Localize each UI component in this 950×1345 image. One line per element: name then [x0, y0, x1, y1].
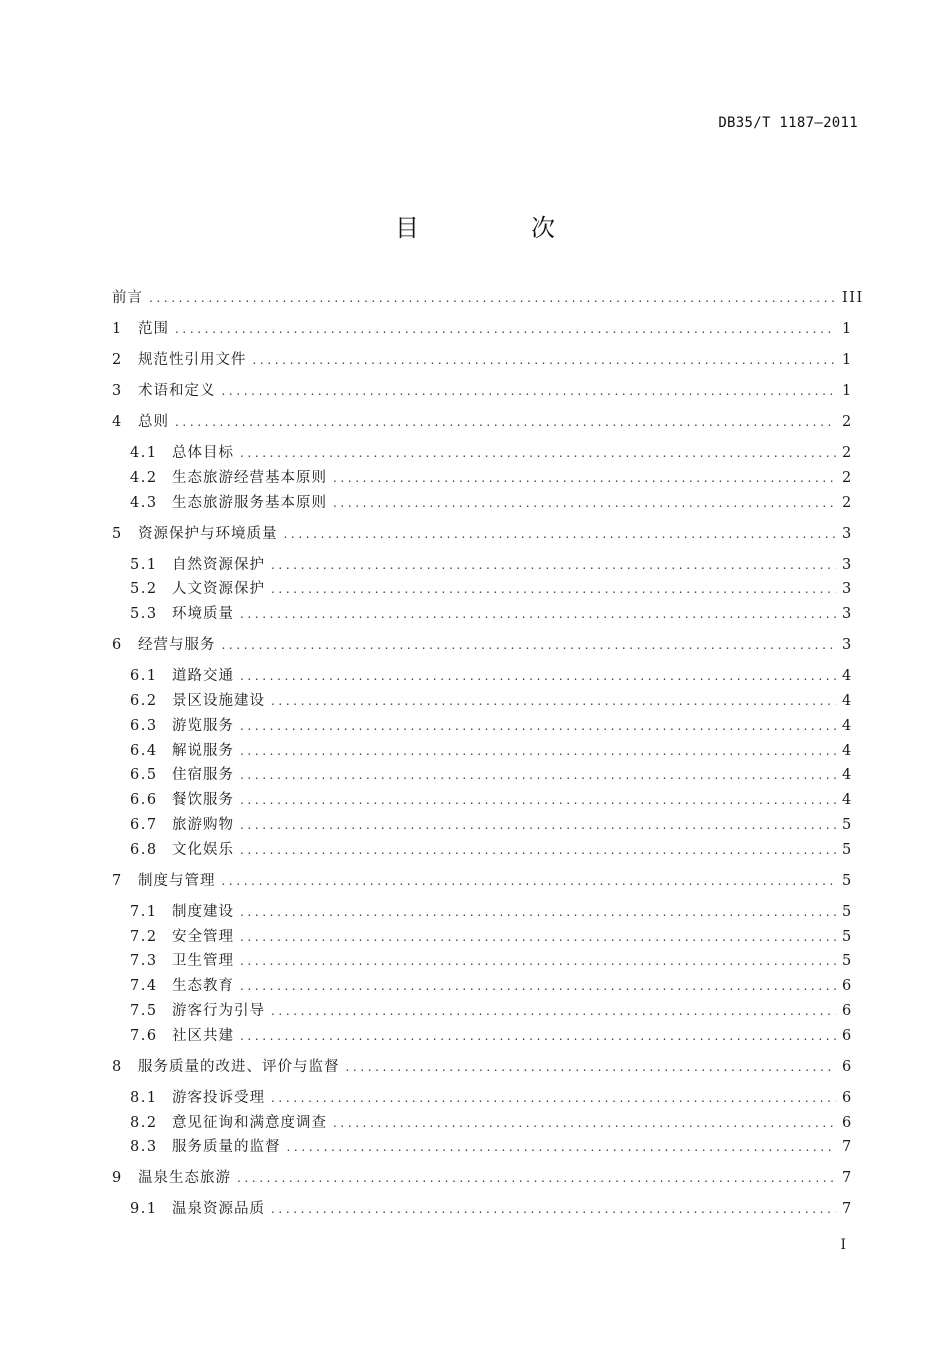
toc-entry[interactable] — [112, 318, 852, 340]
toc-dot-leader — [240, 764, 836, 786]
toc-entry[interactable] — [130, 554, 852, 576]
toc-entry-page: 7 — [842, 1170, 853, 1187]
toc-entry[interactable] — [130, 1112, 852, 1134]
toc-entry-number: 9 — [112, 1170, 123, 1187]
toc-title: 目 次 — [395, 214, 599, 242]
toc-dot-leader — [149, 287, 836, 309]
toc-entry-page: 1 — [842, 321, 853, 337]
toc-entry-number: 7.1 — [130, 903, 158, 920]
toc-entry-title: 游客行为引导 — [172, 1003, 265, 1019]
toc-entry-number: 4.3 — [130, 494, 158, 511]
toc-entry-page: 6 — [842, 1089, 853, 1106]
toc-dot-leader — [222, 870, 837, 892]
toc-entry-title: 意见征询和满意度调查 — [172, 1114, 327, 1131]
toc-entry-page: 6 — [842, 1027, 853, 1044]
toc-entry[interactable] — [130, 814, 852, 836]
toc-entry[interactable] — [130, 789, 852, 811]
toc-entry-page: 5 — [842, 903, 853, 920]
toc-entry-number: 1 — [112, 321, 123, 337]
toc-entry-title: 文化娱乐 — [172, 841, 234, 858]
page-number: I — [840, 1237, 846, 1253]
toc-entry[interactable] — [112, 1056, 852, 1078]
toc-dot-leader — [237, 1167, 836, 1189]
toc-dot-leader — [240, 789, 836, 811]
toc-entry-title: 制度与管理 — [138, 872, 216, 889]
toc-entry-page: 5 — [842, 953, 853, 970]
toc-entry-page: 1 — [842, 383, 853, 399]
toc-entry-number: 7.6 — [130, 1027, 158, 1044]
toc-entry-page: 4 — [842, 792, 853, 809]
toc-entry-number: 4 — [112, 414, 123, 430]
toc-entry[interactable] — [112, 523, 852, 545]
toc-entry-title: 游览服务 — [172, 717, 234, 734]
toc-entry[interactable] — [130, 578, 852, 600]
toc-entry-title: 范围 — [138, 321, 169, 337]
toc-entry-page: 5 — [842, 841, 853, 858]
toc-entry[interactable] — [130, 839, 852, 861]
toc-entry-page: 4 — [842, 668, 853, 685]
toc-entry-page: 6 — [842, 1058, 853, 1075]
toc-entry-page: 4 — [842, 767, 853, 784]
toc-entry[interactable] — [130, 950, 852, 972]
toc-dot-leader — [240, 1025, 836, 1047]
toc-entry-title: 总体目标 — [172, 445, 234, 461]
toc-dot-leader — [240, 603, 836, 625]
toc-entry-number: 6.5 — [130, 767, 158, 784]
toc-entry[interactable] — [130, 1198, 852, 1220]
toc-entry-page: III — [842, 290, 864, 306]
toc-entry-number: 6.2 — [130, 693, 158, 709]
toc-entry-number: 9.1 — [130, 1201, 158, 1218]
toc-dot-leader — [222, 380, 837, 402]
toc-dot-leader — [271, 690, 836, 712]
toc-dot-leader — [240, 926, 836, 948]
toc-dot-leader — [271, 1087, 836, 1109]
toc-entry-title: 解说服务 — [172, 742, 234, 759]
toc-entry[interactable] — [112, 380, 852, 402]
toc-entry-title: 旅游购物 — [172, 817, 234, 833]
toc-dot-leader — [175, 411, 836, 433]
toc-dot-leader — [240, 665, 836, 687]
toc-dot-leader — [240, 740, 836, 762]
toc-dot-leader — [271, 578, 836, 600]
document-code: DB35/T 1187—2011 — [718, 115, 858, 131]
toc-entry[interactable] — [130, 1000, 852, 1022]
toc-entry[interactable] — [130, 975, 852, 997]
toc-entry[interactable] — [130, 740, 852, 762]
toc-dot-leader — [240, 442, 836, 464]
toc-entry-number: 8 — [112, 1058, 123, 1075]
toc-dot-leader — [240, 950, 836, 972]
toc-entry-page: 4 — [842, 693, 853, 709]
toc-entry[interactable] — [112, 411, 852, 433]
toc-entry-number: 2 — [112, 352, 123, 368]
toc-entry-page: 7 — [842, 1139, 853, 1156]
toc-entry-title: 环境质量 — [172, 606, 234, 623]
toc-entry-number: 7.3 — [130, 953, 158, 970]
toc-entry-page: 1 — [842, 352, 853, 368]
toc-dot-leader — [253, 349, 837, 371]
toc-entry[interactable] — [130, 665, 852, 687]
toc-entry-page: 3 — [842, 581, 853, 598]
toc-dot-leader — [287, 1136, 837, 1158]
toc-entry-page: 3 — [842, 525, 853, 542]
toc-entry-title: 规范性引用文件 — [138, 352, 247, 368]
toc-entry[interactable] — [112, 287, 864, 309]
toc-entry-title: 制度建设 — [172, 903, 234, 920]
toc-entry-page: 5 — [842, 928, 853, 945]
toc-entry-number: 4.1 — [130, 445, 158, 461]
toc-entry-page: 3 — [842, 637, 853, 654]
toc-entry[interactable] — [130, 492, 852, 514]
toc-entry-number: 6 — [112, 637, 123, 654]
toc-entry-title: 卫生管理 — [172, 953, 234, 970]
toc-entry-page: 6 — [842, 1003, 853, 1019]
toc-dot-leader — [333, 1112, 836, 1134]
toc-entry-number: 6.8 — [130, 841, 158, 858]
toc-dot-leader — [271, 1198, 836, 1220]
toc-entry-number: 6.6 — [130, 792, 158, 809]
toc-entry-page: 6 — [842, 1114, 853, 1131]
toc-entry-number: 5.3 — [130, 606, 158, 623]
toc-entry-page: 3 — [842, 606, 853, 623]
toc-entry-page: 2 — [842, 445, 853, 461]
toc-entry-title: 自然资源保护 — [172, 556, 265, 573]
toc-entry[interactable] — [130, 715, 852, 737]
toc-dot-leader — [240, 814, 836, 836]
toc-entry[interactable] — [130, 1087, 852, 1109]
toc-entry-number: 7.2 — [130, 928, 158, 945]
toc-entry-title: 社区共建 — [172, 1027, 234, 1044]
toc-entry-number: 8.3 — [130, 1139, 158, 1156]
toc-dot-leader — [333, 492, 836, 514]
toc-dot-leader — [240, 715, 836, 737]
toc-entry-title: 温泉资源品质 — [172, 1201, 265, 1218]
toc-entry-number: 6.4 — [130, 742, 158, 759]
toc-entry-page: 2 — [842, 469, 853, 486]
toc-dot-leader — [333, 467, 836, 489]
toc-entry-title: 温泉生态旅游 — [138, 1170, 231, 1187]
toc-entry-title: 餐饮服务 — [172, 792, 234, 809]
toc-dot-leader — [271, 554, 836, 576]
toc-entry[interactable] — [130, 603, 852, 625]
toc-dot-leader — [284, 523, 837, 545]
toc-entry-number: 5 — [112, 525, 123, 542]
toc-entry[interactable] — [130, 690, 852, 712]
toc-entry-number: 3 — [112, 383, 123, 399]
toc-entry-number: 6.7 — [130, 817, 158, 833]
toc-entry[interactable] — [112, 870, 852, 892]
toc-entry-number: 4.2 — [130, 469, 158, 486]
toc-entry[interactable] — [130, 926, 852, 948]
toc-entry[interactable] — [130, 901, 852, 923]
toc-entry-page: 4 — [842, 717, 853, 734]
toc-dot-leader — [175, 318, 836, 340]
toc-entry[interactable] — [112, 349, 852, 371]
toc-entry-title: 总则 — [138, 414, 169, 430]
toc-entry[interactable] — [130, 1136, 852, 1158]
toc-entry-number: 7.4 — [130, 978, 158, 995]
toc-entry-page: 3 — [842, 556, 853, 573]
toc-entry-title: 资源保护与环境质量 — [138, 525, 278, 542]
toc-dot-leader — [271, 1000, 836, 1022]
toc-entry-number: 5.2 — [130, 581, 158, 598]
toc-entry-number: 7 — [112, 872, 123, 889]
toc-entry[interactable] — [112, 1167, 852, 1189]
toc-entry[interactable] — [112, 634, 852, 656]
toc-entry[interactable] — [130, 764, 852, 786]
toc-entry-title: 前言 — [112, 290, 143, 306]
toc-dot-leader — [240, 901, 836, 923]
toc-entry[interactable] — [130, 1025, 852, 1047]
toc-dot-leader — [240, 839, 836, 861]
toc-entry-page: 2 — [842, 494, 853, 511]
toc-entry-title: 道路交通 — [172, 668, 234, 685]
toc-entry-number: 6.1 — [130, 668, 158, 685]
toc-entry[interactable] — [130, 467, 852, 489]
toc-entry-page: 6 — [842, 978, 853, 995]
toc-entry-title: 游客投诉受理 — [172, 1089, 265, 1106]
toc-entry-number: 5.1 — [130, 556, 158, 573]
toc-entry-title: 服务质量的改进、评价与监督 — [138, 1058, 340, 1075]
toc-entry-page: 4 — [842, 742, 853, 759]
toc-entry-title: 术语和定义 — [138, 383, 216, 399]
toc-dot-leader — [346, 1056, 837, 1078]
toc-entry-title: 生态旅游服务基本原则 — [172, 494, 327, 511]
toc-dot-leader — [222, 634, 837, 656]
toc-entry-number: 8.2 — [130, 1114, 158, 1131]
toc-dot-leader — [240, 975, 836, 997]
toc-entry-number: 7.5 — [130, 1003, 158, 1019]
toc-entry-page: 2 — [842, 414, 853, 430]
toc-entry-number: 8.1 — [130, 1089, 158, 1106]
toc-entry-title: 生态旅游经营基本原则 — [172, 469, 327, 486]
toc-entry-title: 住宿服务 — [172, 767, 234, 784]
toc-entry-page: 7 — [842, 1201, 853, 1218]
toc-entry-title: 人文资源保护 — [172, 581, 265, 598]
toc-entry[interactable] — [130, 442, 852, 464]
toc-entry-title: 服务质量的监督 — [172, 1139, 281, 1156]
toc-entry-title: 生态教育 — [172, 978, 234, 995]
toc-entry-title: 安全管理 — [172, 928, 234, 945]
toc-entry-number: 6.3 — [130, 717, 158, 734]
toc-entry-title: 景区设施建设 — [172, 693, 265, 709]
toc-entry-page: 5 — [842, 872, 853, 889]
toc-entry-page: 5 — [842, 817, 853, 833]
toc-entry-title: 经营与服务 — [138, 637, 216, 654]
